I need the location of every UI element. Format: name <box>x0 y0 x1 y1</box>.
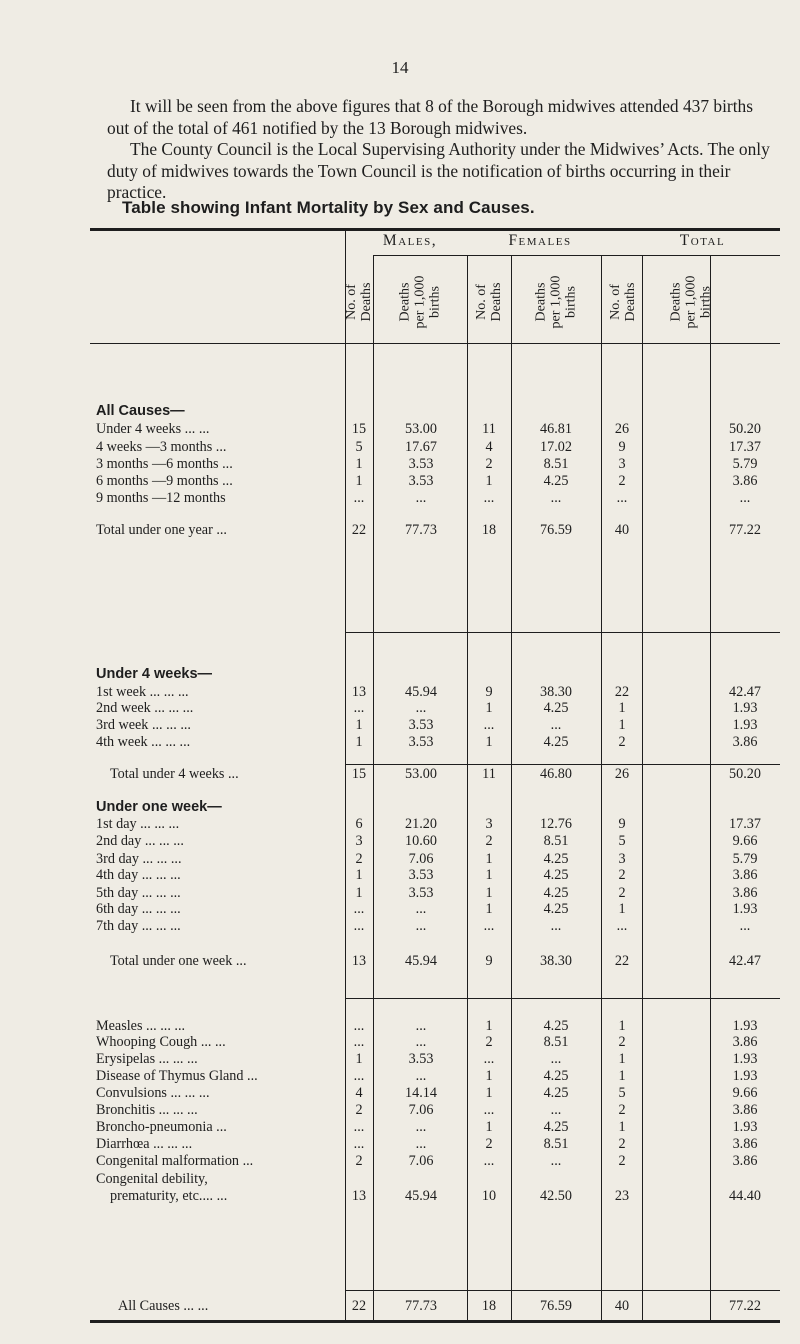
table-cell: 4.25 <box>543 700 569 716</box>
table-total-row <box>0 1298 800 1315</box>
table-cell: 1.93 <box>732 700 758 716</box>
table-cell: ... <box>353 1018 365 1034</box>
table-cell: ... <box>353 901 365 917</box>
table-cell: 13 <box>351 684 367 700</box>
table-cell: ... <box>415 1136 427 1152</box>
table-cell: 1.93 <box>732 1119 758 1135</box>
table-cell: 5 <box>355 439 363 455</box>
table-cell: 1 <box>355 734 363 750</box>
row-label: 3 months —6 months ... <box>96 456 233 472</box>
table-cell: 38.30 <box>540 684 572 700</box>
table-cell: ... <box>550 717 562 733</box>
table-cell: ... <box>415 1068 427 1084</box>
table-cell: ... <box>353 700 365 716</box>
table-row <box>0 717 800 734</box>
table-cell: ... <box>353 1068 365 1084</box>
table-cell: ... <box>550 918 562 934</box>
table-cell: 3.86 <box>732 1034 758 1050</box>
table-cell: 10 <box>481 1188 497 1204</box>
table-row <box>0 1085 800 1102</box>
row-label: 3rd day ... ... ... <box>96 851 182 867</box>
table-cell: ... <box>550 1102 562 1118</box>
table-cell: 40 <box>614 1298 630 1314</box>
table-cell: 2 <box>355 851 363 867</box>
table-cell: 13 <box>351 953 367 969</box>
table-cell: 3.86 <box>732 734 758 750</box>
row-label: Erysipelas ... ... ... <box>96 1051 198 1067</box>
row-label: Congenital malformation ... <box>96 1153 254 1169</box>
table-cell: 1 <box>618 1018 626 1034</box>
table-cell: 42.47 <box>729 953 761 969</box>
intro-paragraph-2: The County Council is the Local Supervising Authority under the Midwives’ Acts. The only duty of midwives towards the Town Council is the notification of births occurring in their practice. <box>107 139 770 202</box>
table-cell: 45.94 <box>405 1188 437 1204</box>
table-cell: 4.25 <box>543 1119 569 1135</box>
table-cell: 3.86 <box>732 1102 758 1118</box>
table-cell: 17.37 <box>729 439 761 455</box>
group-heading-total: Total <box>679 232 726 249</box>
table-cell: ... <box>483 1051 495 1067</box>
table-cell: 1 <box>618 1051 626 1067</box>
table-cell: 1 <box>485 1119 493 1135</box>
table-cell: ... <box>550 1051 562 1067</box>
subtotal-rule <box>345 1290 780 1291</box>
table-cell: 44.40 <box>729 1188 761 1204</box>
intro-paragraph-1: It will be seen from the above figures that 8 of the Borough midwives attended 437 births out of the total of 461 notified by the 13 Borough midwives. <box>107 96 754 138</box>
table-cell: 1 <box>355 1051 363 1067</box>
table-cell: 1 <box>485 851 493 867</box>
row-label: Bronchitis ... ... ... <box>96 1102 198 1118</box>
table-cell: 46.81 <box>540 421 572 437</box>
table-cell: 8.51 <box>543 833 569 849</box>
table-cell: 1 <box>355 456 363 472</box>
table-cell: 38.30 <box>540 953 572 969</box>
table-cell: 3.53 <box>408 1051 434 1067</box>
table-cell: 9 <box>485 684 493 700</box>
table-row <box>0 1153 800 1170</box>
row-label: 4 weeks —3 months ... <box>96 439 227 455</box>
table-bottom-rule <box>90 1320 780 1323</box>
table-cell: 7.06 <box>408 851 434 867</box>
table-cell: 76.59 <box>540 1298 572 1314</box>
table-cell: 17.37 <box>729 816 761 832</box>
table-cell: 1 <box>618 717 626 733</box>
table-cell: 46.80 <box>540 766 572 782</box>
table-cell: 1.93 <box>732 1018 758 1034</box>
table-cell: 1 <box>485 885 493 901</box>
subtotal-rule <box>345 632 780 633</box>
column-header: No. of Deaths <box>474 282 504 322</box>
table-cell: 2 <box>618 1136 626 1152</box>
table-cell: 4 <box>355 1085 363 1101</box>
table-cell: 8.51 <box>543 1136 569 1152</box>
table-cell: 50.20 <box>729 766 761 782</box>
table-row <box>0 421 800 438</box>
table-cell: 17.67 <box>405 439 437 455</box>
column-header: Deaths per 1,000 births <box>397 275 443 329</box>
table-row <box>0 885 800 902</box>
row-label: Broncho-pneumonia ... <box>96 1119 227 1135</box>
table-title: Table showing Infant Mortality by Sex and Causes. <box>122 198 535 217</box>
table-cell: 26 <box>614 421 630 437</box>
table-cell: 5.79 <box>732 851 758 867</box>
row-label: Whooping Cough ... ... <box>96 1034 226 1050</box>
table-cell: 5 <box>618 833 626 849</box>
column-header: No. of Deaths <box>608 282 638 322</box>
table-cell: 3 <box>618 851 626 867</box>
table-cell: 11 <box>482 421 496 437</box>
row-label: All Causes ... ... <box>118 1298 209 1314</box>
table-cell: 15 <box>351 421 367 437</box>
table-cell: 2 <box>618 885 626 901</box>
table-cell: 2 <box>355 1153 363 1169</box>
table-cell: 1 <box>485 901 493 917</box>
table-cell: 77.73 <box>405 1298 437 1314</box>
section-heading-under-one-week: Under one week— <box>96 799 222 815</box>
table-row <box>0 700 800 717</box>
column-header: Deaths per 1,000 births <box>668 275 714 329</box>
subtotal-rule <box>345 998 780 999</box>
table-cell: 2 <box>485 1034 493 1050</box>
table-row <box>0 490 800 507</box>
table-cell: ... <box>483 717 495 733</box>
table-cell: 3.53 <box>408 456 434 472</box>
table-cell: ... <box>415 901 427 917</box>
table-cell: 2 <box>618 1034 626 1050</box>
table-cell: 11 <box>482 766 496 782</box>
table-cell: ... <box>483 1102 495 1118</box>
table-cell: 6 <box>355 816 363 832</box>
table-row <box>0 918 800 935</box>
table-total-row <box>0 522 800 539</box>
table-cell: 4.25 <box>543 1085 569 1101</box>
table-cell: 2 <box>618 867 626 883</box>
table-cell: 1 <box>355 473 363 489</box>
row-label: 4th week ... ... ... <box>96 734 191 750</box>
table-row <box>0 1018 800 1035</box>
table-cell: 3.86 <box>732 885 758 901</box>
table-top-rule <box>90 228 780 231</box>
table-cell: 1 <box>485 1068 493 1084</box>
table-cell: 3.53 <box>408 473 434 489</box>
table-cell: 12.76 <box>540 816 572 832</box>
row-label: 6 months —9 months ... <box>96 473 233 489</box>
table-cell: 4.25 <box>543 734 569 750</box>
table-cell: 9 <box>485 953 493 969</box>
intro-text <box>107 96 779 204</box>
table-cell: 2 <box>355 1102 363 1118</box>
table-cell: ... <box>415 1034 427 1050</box>
column-header: No. of Deaths <box>344 282 374 322</box>
row-label: 1st week ... ... ... <box>96 684 189 700</box>
table-cell: 3.86 <box>732 867 758 883</box>
group-divider-rule <box>373 255 780 256</box>
table-cell: ... <box>483 490 495 506</box>
table-cell: 1 <box>355 867 363 883</box>
table-cell: 3 <box>618 456 626 472</box>
row-label: Diarrhœa ... ... ... <box>96 1136 193 1152</box>
table-cell: 45.94 <box>405 684 437 700</box>
table-cell: 8.51 <box>543 1034 569 1050</box>
table-cell: 2 <box>485 1136 493 1152</box>
table-cell: 1.93 <box>732 901 758 917</box>
table-cell: 3.53 <box>408 734 434 750</box>
table-row <box>0 851 800 868</box>
table-cell: ... <box>415 700 427 716</box>
table-cell: 13 <box>351 1188 367 1204</box>
table-cell: 4.25 <box>543 1018 569 1034</box>
table-cell: ... <box>415 490 427 506</box>
table-cell: 14.14 <box>405 1085 437 1101</box>
table-cell: 50.20 <box>729 421 761 437</box>
table-cell: 1 <box>355 717 363 733</box>
table-cell: 22 <box>614 684 630 700</box>
table-cell: 18 <box>481 522 497 538</box>
table-cell: 1 <box>485 1085 493 1101</box>
subtotal-rule <box>345 764 780 765</box>
table-cell: 9.66 <box>732 1085 758 1101</box>
table-cell: 76.59 <box>540 522 572 538</box>
table-cell: 77.22 <box>729 522 761 538</box>
table-row <box>0 1034 800 1051</box>
table-cell: ... <box>415 918 427 934</box>
page-number: 14 <box>391 58 409 77</box>
table-cell: 4.25 <box>543 901 569 917</box>
section-heading-under-4-weeks: Under 4 weeks— <box>96 666 213 682</box>
table-cell: 77.73 <box>405 522 437 538</box>
table-cell: 1 <box>485 700 493 716</box>
row-label: Under 4 weeks ... ... <box>96 421 210 437</box>
table-cell: 2 <box>485 456 493 472</box>
table-cell: 17.02 <box>540 439 572 455</box>
table-row <box>0 456 800 473</box>
table-cell: 22 <box>614 953 630 969</box>
table-cell: ... <box>550 1153 562 1169</box>
table-row <box>0 833 800 850</box>
table-cell: 3.53 <box>408 717 434 733</box>
table-cell: 1 <box>485 1018 493 1034</box>
table-row <box>0 1171 800 1204</box>
table-row <box>0 684 800 701</box>
table-cell: 3.53 <box>408 885 434 901</box>
row-label: Congenital debility, <box>96 1171 208 1187</box>
row-label: prematurity, etc.... ... <box>110 1188 228 1204</box>
table-row <box>0 901 800 918</box>
table-cell: 4 <box>485 439 493 455</box>
table-cell: 4.25 <box>543 473 569 489</box>
row-label: 5th day ... ... ... <box>96 885 181 901</box>
table-cell: 1 <box>618 1068 626 1084</box>
table-cell: 7.06 <box>408 1102 434 1118</box>
table-cell: 4.25 <box>543 851 569 867</box>
row-label: 9 months —12 months <box>96 490 226 506</box>
table-cell: 3.86 <box>732 1153 758 1169</box>
table-cell: 23 <box>614 1188 630 1204</box>
row-label: 6th day ... ... ... <box>96 901 181 917</box>
row-label: Total under one year ... <box>96 522 227 538</box>
table-cell: ... <box>415 1018 427 1034</box>
table-row <box>0 1102 800 1119</box>
table-cell: 1.93 <box>732 1068 758 1084</box>
table-cell: ... <box>353 490 365 506</box>
row-label: Disease of Thymus Gland ... <box>96 1068 258 1084</box>
table-cell: 53.00 <box>405 766 437 782</box>
row-label: Total under 4 weeks ... <box>110 766 239 782</box>
table-cell: ... <box>483 918 495 934</box>
table-cell: 3 <box>355 833 363 849</box>
table-cell: ... <box>353 1034 365 1050</box>
table-cell: 1 <box>485 473 493 489</box>
table-total-row <box>0 766 800 783</box>
table-cell: 10.60 <box>405 833 437 849</box>
table-cell: 3.86 <box>732 473 758 489</box>
table-cell: 9 <box>618 816 626 832</box>
section-heading-all-causes: All Causes— <box>96 403 185 419</box>
table-cell: ... <box>353 918 365 934</box>
table-cell: ... <box>739 918 751 934</box>
table-cell: 1 <box>618 901 626 917</box>
table-cell: 15 <box>351 766 367 782</box>
table-row <box>0 867 800 884</box>
table-cell: 9.66 <box>732 833 758 849</box>
table-cell: 1 <box>485 734 493 750</box>
row-label: Measles ... ... ... <box>96 1018 186 1034</box>
table-cell: 77.22 <box>729 1298 761 1314</box>
table-cell: 3.86 <box>732 1136 758 1152</box>
row-label: 1st day ... ... ... <box>96 816 180 832</box>
table-cell: 1 <box>618 700 626 716</box>
table-cell: 26 <box>614 766 630 782</box>
table-cell: 1 <box>618 1119 626 1135</box>
row-label: 7th day ... ... ... <box>96 918 181 934</box>
table-cell: 5.79 <box>732 456 758 472</box>
table-cell: ... <box>415 1119 427 1135</box>
table-cell: 8.51 <box>543 456 569 472</box>
table-row <box>0 1051 800 1068</box>
table-cell: 1 <box>485 867 493 883</box>
row-label: 2nd day ... ... ... <box>96 833 184 849</box>
table-cell: 22 <box>351 1298 367 1314</box>
table-cell: ... <box>550 490 562 506</box>
table-cell: ... <box>353 1119 365 1135</box>
table-cell: 2 <box>485 833 493 849</box>
table-cell: 4.25 <box>543 1068 569 1084</box>
table-cell: 42.50 <box>540 1188 572 1204</box>
table-cell: ... <box>616 490 628 506</box>
table-cell: 2 <box>618 1153 626 1169</box>
table-cell: 1.93 <box>732 1051 758 1067</box>
table-cell: 3 <box>485 816 493 832</box>
table-cell: ... <box>739 490 751 506</box>
table-cell: 2 <box>618 473 626 489</box>
row-label: 2nd week ... ... ... <box>96 700 194 716</box>
table-row <box>0 1068 800 1085</box>
column-header: Deaths per 1,000 births <box>533 275 579 329</box>
group-heading-males: Males, <box>382 232 438 249</box>
table-row <box>0 816 800 833</box>
table-cell: 7.06 <box>408 1153 434 1169</box>
table-cell: 18 <box>481 1298 497 1314</box>
table-cell: 21.20 <box>405 816 437 832</box>
table-cell: ... <box>483 1153 495 1169</box>
table-cell: ... <box>353 1136 365 1152</box>
table-row <box>0 473 800 490</box>
table-cell: 2 <box>618 1102 626 1118</box>
table-cell: 42.47 <box>729 684 761 700</box>
table-cell: 1.93 <box>732 717 758 733</box>
table-cell: 40 <box>614 522 630 538</box>
row-label: 4th day ... ... ... <box>96 867 181 883</box>
table-cell: 3.53 <box>408 867 434 883</box>
table-row <box>0 734 800 751</box>
table-cell: 4.25 <box>543 867 569 883</box>
table-cell: 1 <box>355 885 363 901</box>
table-cell: 4.25 <box>543 885 569 901</box>
table-cell: 22 <box>351 522 367 538</box>
table-cell: ... <box>616 918 628 934</box>
table-cell: 2 <box>618 734 626 750</box>
table-cell: 53.00 <box>405 421 437 437</box>
table-cell: 9 <box>618 439 626 455</box>
table-cell: 45.94 <box>405 953 437 969</box>
table-row <box>0 1136 800 1153</box>
group-heading-females: Females <box>508 232 572 249</box>
table-row <box>0 1119 800 1136</box>
row-label: Total under one week ... <box>110 953 247 969</box>
table-row <box>0 439 800 456</box>
table-total-row <box>0 953 800 970</box>
table-cell: 5 <box>618 1085 626 1101</box>
row-label: 3rd week ... ... ... <box>96 717 191 733</box>
row-label: Convulsions ... ... ... <box>96 1085 210 1101</box>
